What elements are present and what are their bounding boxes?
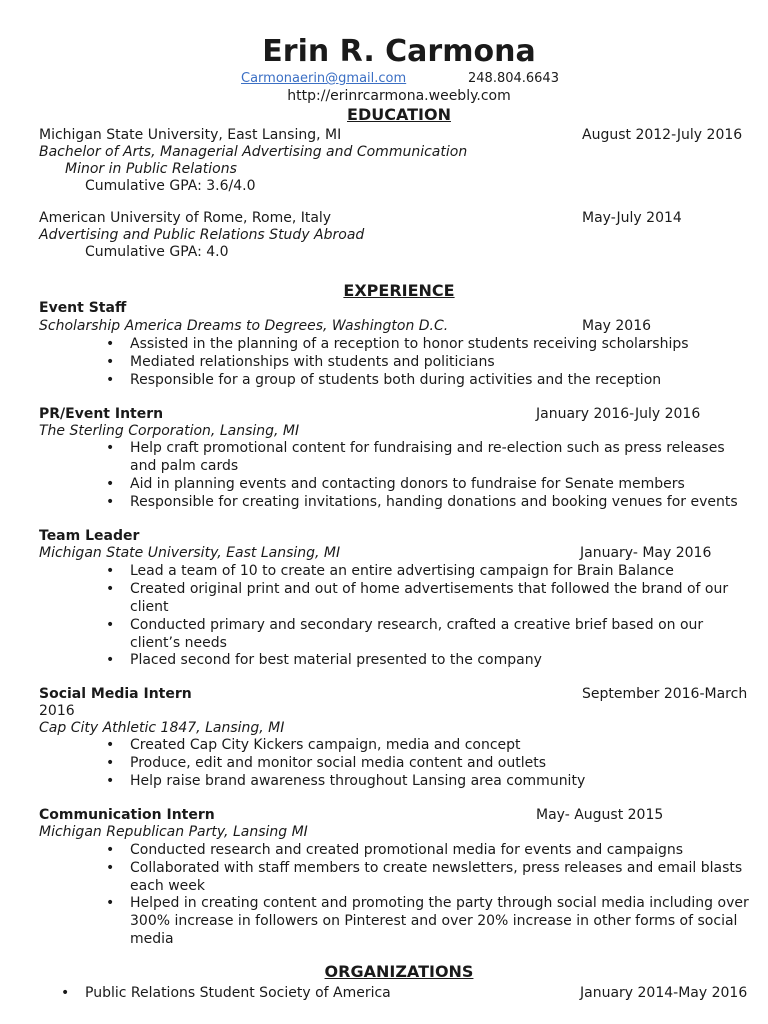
website-url: http://erinrcarmona.weebly.com <box>287 88 511 104</box>
job-bullet: • Assisted in the planning of a reception to honor students receiving scholarships <box>130 335 755 353</box>
job-org: Scholarship America Dreams to Degrees, Washington D.C. <box>39 318 449 334</box>
resume-name: Erin R. Carmona <box>262 34 536 69</box>
job-dates-continued: 2016 <box>39 703 75 719</box>
job-role: Event Staff <box>39 300 127 316</box>
job-bullet: • Aid in planning events and contacting donors to fundraise for Senate members <box>130 475 755 493</box>
job-org: Michigan Republican Party, Lansing MI <box>39 824 308 840</box>
education-school: Michigan State University, East Lansing, MI <box>39 127 342 143</box>
education-heading: EDUCATION <box>347 105 451 124</box>
job-dates: January 2016-July 2016 <box>536 406 701 422</box>
job-org: The Sterling Corporation, Lansing, MI <box>39 423 300 439</box>
job-bullet: • Responsible for creating invitations, handing donations and booking venues for events <box>130 493 755 511</box>
education-dates: August 2012-July 2016 <box>582 127 743 143</box>
job-org: Cap City Athletic 1847, Lansing, MI <box>39 720 285 736</box>
job-bullet: • Helped in creating content and promoting the party through social media including over 300% increase in followers on Pinterest and over 20% increase in other forms of social media <box>130 894 755 948</box>
job-org: Michigan State University, East Lansing, MI <box>39 545 341 561</box>
job-bullet: • Conducted primary and secondary research, crafted a creative brief based on our client’s needs <box>130 616 755 652</box>
job-bullet: • Mediated relationships with students and politicians <box>130 353 755 371</box>
job-role: PR/Event Intern <box>39 406 164 422</box>
job-dates: May 2016 <box>582 318 652 334</box>
experience-heading: EXPERIENCE <box>343 281 455 300</box>
education-minor: Minor in Public Relations <box>65 161 237 177</box>
job-role: Team Leader <box>39 528 140 544</box>
job-bullet: • Lead a team of 10 to create an entire advertising campaign for Brain Balance <box>130 562 755 580</box>
education-gpa: Cumulative GPA: 3.6/4.0 <box>85 178 256 194</box>
job-dates: May- August 2015 <box>536 807 664 823</box>
phone-number: 248.804.6643 <box>468 71 559 86</box>
job-bullet: • Collaborated with staff members to create newsletters, press releases and email blasts each week <box>130 859 755 895</box>
job-bullet: • Help raise brand awareness throughout Lansing area community <box>130 772 755 790</box>
education-school: American University of Rome, Rome, Italy <box>39 210 332 226</box>
organization-item: • Public Relations Student Society of America <box>85 984 565 1002</box>
organization-dates: January 2014-May 2016 <box>580 985 748 1001</box>
education-gpa: Cumulative GPA: 4.0 <box>85 244 229 260</box>
organizations-heading: ORGANIZATIONS <box>324 962 474 981</box>
job-bullet: • Created Cap City Kickers campaign, media and concept <box>130 736 755 754</box>
job-bullet: • Produce, edit and monitor social media content and outlets <box>130 754 755 772</box>
job-dates: January- May 2016 <box>580 545 712 561</box>
email-link[interactable]: Carmonaerin@gmail.com <box>241 71 407 86</box>
education-degree: Bachelor of Arts, Managerial Advertising and Communication <box>39 144 468 160</box>
education-dates: May-July 2014 <box>582 210 682 226</box>
job-role: Communication Intern <box>39 807 215 823</box>
job-bullet: • Conducted research and created promotional media for events and campaigns <box>130 841 755 859</box>
job-bullet: • Help craft promotional content for fundraising and re-election such as press releases and palm cards <box>130 439 755 475</box>
job-dates: September 2016-March <box>582 686 748 702</box>
job-bullet: • Placed second for best material presented to the company <box>130 651 755 669</box>
education-degree: Advertising and Public Relations Study Abroad <box>39 227 365 243</box>
job-bullet: • Responsible for a group of students both during activities and the reception <box>130 371 755 389</box>
job-role: Social Media Intern <box>39 686 192 702</box>
job-bullet: • Created original print and out of home advertisements that followed the brand of our client <box>130 580 755 616</box>
